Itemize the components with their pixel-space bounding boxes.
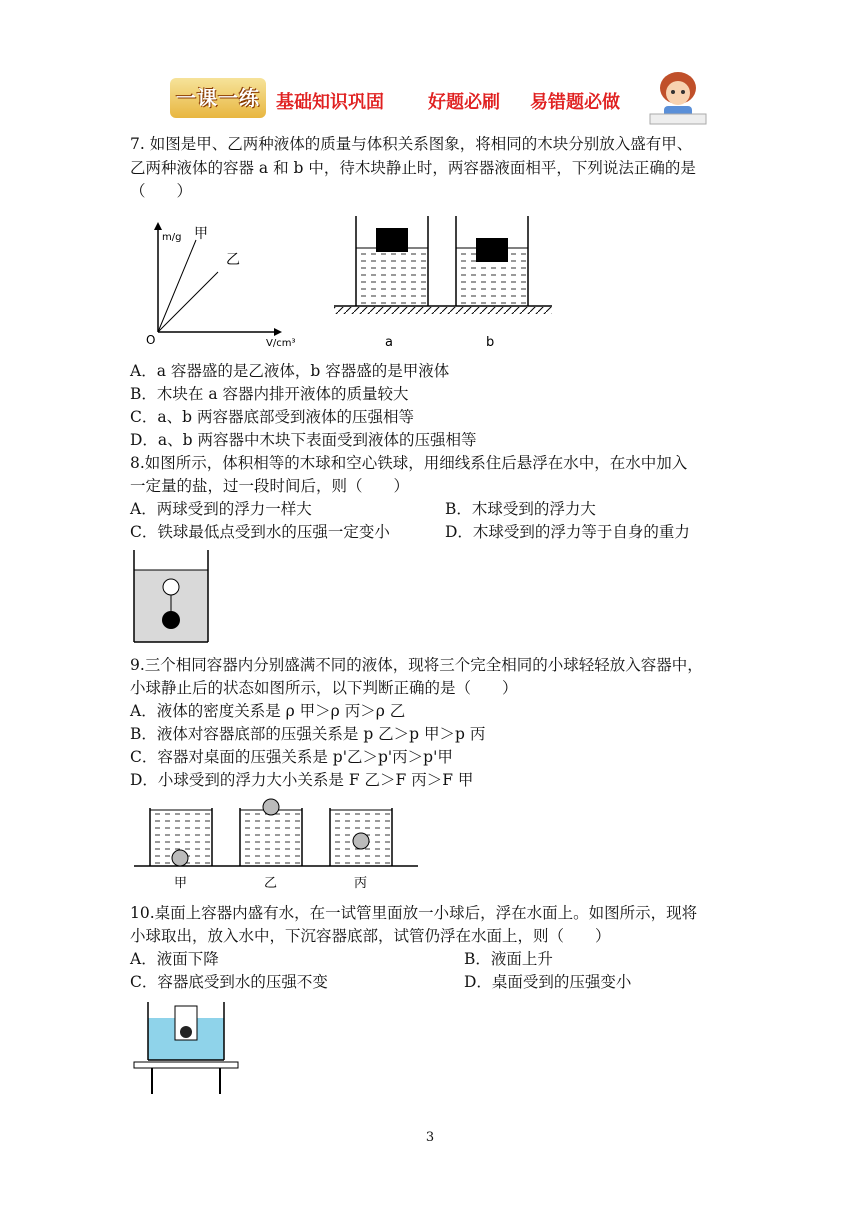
q9-label-jia: 甲	[174, 876, 188, 891]
q9-figure	[134, 796, 422, 894]
q8-figure	[130, 548, 212, 646]
q8-option-d: D．木球受到的浮力等于自身的重力	[445, 523, 690, 541]
student-cartoon-icon	[642, 68, 714, 128]
q8-option-a: A．两球受到的浮力一样大	[130, 500, 312, 518]
q7-container-a-label: a	[385, 335, 393, 350]
q10-option-a: A．液面下降	[130, 950, 219, 968]
banner-item: 基础知识巩固	[276, 92, 384, 113]
banner-item: 易错题必做	[530, 92, 620, 113]
header-banner	[170, 70, 715, 126]
q9-label-bing: 丙	[354, 876, 368, 891]
q8-stem-line: 一定量的盐，过一段时间后，则（ ）	[130, 477, 410, 495]
q7-containers-figure	[330, 208, 558, 352]
q7-option-b: B．木块在 a 容器内排开液体的质量较大	[130, 385, 409, 403]
q10-stem-line: 10.桌面上容器内盛有水，在一试管里面放一小球后，浮在水面上。如图所示，现将	[130, 904, 698, 922]
banner-tag: 一课一练	[170, 78, 266, 118]
q8-option-c: C．铁球最低点受到水的压强一定变小	[130, 523, 390, 541]
q9-label-yi: 乙	[264, 876, 278, 891]
q7-xlabel: V/cm³	[266, 338, 296, 349]
q9-option-c: C．容器对桌面的压强关系是 p'乙＞p'丙＞p'甲	[130, 748, 453, 766]
q7-option-a: A．a 容器盛的是乙液体，b 容器盛的是甲液体	[130, 362, 450, 380]
q7-option-d: D．a、b 两容器中木块下表面受到液体的压强相等	[130, 431, 477, 449]
q9-stem-line: 小球静止后的状态如图所示，以下判断正确的是（ ）	[130, 679, 518, 697]
q8-option-b: B．木球受到的浮力大	[445, 500, 596, 518]
q10-stem-line: 小球取出，放入水中，下沉容器底部，试管仍浮在水面上，则（ ）	[130, 927, 611, 945]
q10-option-c: C．容器底受到水的压强不变	[130, 973, 328, 991]
q9-option-b: B．液体对容器底部的压强关系是 p 乙＞p 甲＞p 丙	[130, 725, 486, 743]
q9-option-a: A．液体的密度关系是 ρ 甲＞ρ 丙＞ρ 乙	[130, 702, 406, 720]
q10-option-b: B．液面上升	[464, 950, 553, 968]
q8-stem-line: 8.如图所示，体积相等的木球和空心铁球，用细线系住后悬浮在水中，在水中加入	[130, 454, 688, 472]
q7-mass-volume-graph	[138, 220, 318, 352]
q7-stem-line: （ ）	[130, 182, 193, 200]
q7-container-b-label: b	[486, 335, 495, 350]
q9-stem-line: 9.三个相同容器内分别盛满不同的液体，现将三个完全相同的小球轻轻放入容器中，	[130, 656, 703, 674]
q7-stem-line: 乙两种液体的容器 a 和 b 中，待木块静止时，两容器液面相平，下列说法正确的是	[130, 159, 696, 177]
q10-option-d: D．桌面受到的压强变小	[464, 973, 632, 991]
q7-option-c: C．a、b 两容器底部受到液体的压强相等	[130, 408, 414, 426]
q10-figure	[132, 998, 242, 1098]
q7-line1-label: 甲	[194, 226, 208, 242]
banner-item: 好题必刷	[428, 92, 500, 113]
q9-option-d: D．小球受到的浮力大小关系是 F 乙＞F 丙＞F 甲	[130, 771, 474, 789]
page-number: 3	[425, 1130, 435, 1145]
q7-ylabel: m/g	[162, 232, 182, 243]
q7-line2-label: 乙	[226, 252, 240, 268]
q7-stem-line: 7. 如图是甲、乙两种液体的质量与体积关系图象，将相同的木块分别放入盛有甲、	[130, 135, 693, 153]
q7-origin: O	[146, 333, 156, 347]
